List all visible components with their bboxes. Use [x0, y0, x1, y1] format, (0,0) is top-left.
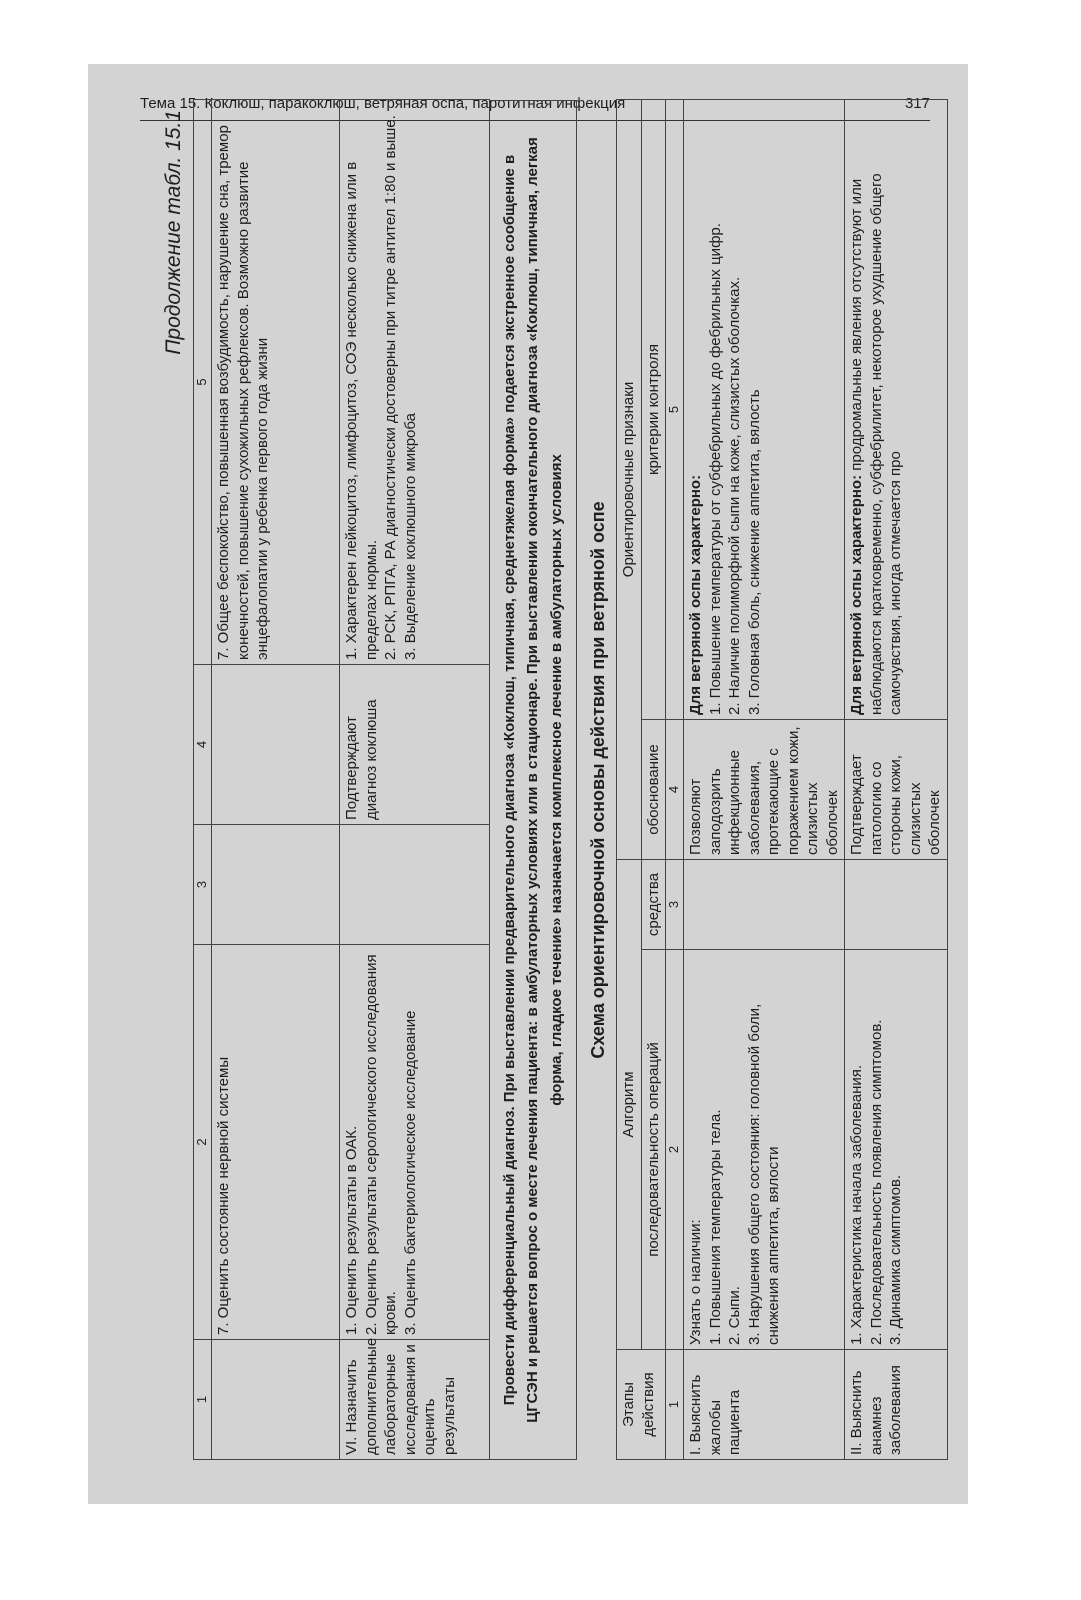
- cell: Позволяют заподозрить инфекционные заболевания, протекающие с поражением кожи, слизистых оболочек: [684, 720, 845, 860]
- cell: [684, 950, 845, 1350]
- cell: [340, 100, 490, 665]
- col-number: 5: [194, 100, 212, 665]
- list-item: 3. Нарушения общего состояния: головной боли, снижения аппетита, вялости: [745, 1003, 783, 1345]
- cell: [845, 99, 948, 719]
- running-title: Тема 15. Коклюш, паракоклюш, ветряная оспа, паротитная инфекция: [140, 95, 626, 112]
- header-landmarks: Ориентировочные признаки: [617, 99, 642, 859]
- cell: [845, 860, 948, 950]
- diagnosis-note: Провести дифференциальный диагноз. При выставлении предварительного диагноза «Коклюш, типичная, среднетяжелая форма» подается экстренное сообщение в ЦГСЭН и решается вопрос о месте лечения пациента: в амбулаторных условиях или в стационаре. При выставлении окончательного диагноза «Коклюш, типичная, легкая форма, гладкое течение» назначается комплексное лечение в амбулаторных условиях: [490, 100, 577, 1460]
- cell: VI. Назначить дополнительные лабораторные исследования и оценить результаты: [340, 1340, 490, 1460]
- list-item: 1. Повышение температуры от субфебрильных до фебрильных цифр.: [706, 223, 724, 715]
- subheader-row: [641, 99, 666, 1459]
- cell: [684, 860, 845, 950]
- cell: I. Выяснить жалобы пациента: [684, 1350, 845, 1460]
- col-number: 2: [194, 945, 212, 1340]
- table-row: [340, 100, 490, 1460]
- cell: [340, 945, 490, 1340]
- col-number: 1: [194, 1340, 212, 1460]
- list-item: 1. Характерен лейкоцитоз, лимфоцитоз, СОЭ несколько снижена или в пределах нормы.: [343, 161, 380, 660]
- scheme-title: Схема ориентировочной основы действия при ветряной оспе: [587, 501, 608, 1059]
- criteria-text: продромальные явления отсутствуют или наблюдаются кратковременно, субфебрилитет, некоторое ухудшение общего самочувствия, иногда отмечается про: [848, 173, 905, 715]
- col-number: 5: [666, 99, 684, 719]
- cell: [212, 1340, 340, 1460]
- list-item: 3. Выделение коклюшного микроба: [401, 413, 419, 660]
- table-15-1-continuation: [193, 99, 490, 1460]
- col-number: 2: [666, 950, 684, 1350]
- col-number: 3: [666, 860, 684, 950]
- col-number: 4: [666, 720, 684, 860]
- table-row: [212, 100, 340, 1460]
- list-item: 2. РСК, РПГА, РА диагностически достоверны при титре антител 1:80 и выше.: [382, 115, 400, 660]
- criteria-lead: Для ветряной оспы характерно:: [687, 474, 705, 715]
- header-algorithm: Алгоритм: [617, 860, 642, 1350]
- list-item: 1. Оценить результаты в ОАК.: [343, 1125, 361, 1335]
- column-number-row: [194, 100, 212, 1460]
- list-item: 3. Головная боль, снижение аппетита, вялость: [745, 389, 763, 715]
- cell: 7. Оценить состояние нервной системы: [212, 945, 340, 1340]
- cell: [684, 99, 845, 719]
- table-row: [684, 99, 845, 1459]
- list-item: 2. Сыпи.: [726, 1286, 744, 1345]
- header-means: средства: [641, 860, 666, 950]
- list-item: 1. Повышения температуры тела.: [706, 1109, 724, 1345]
- header-sequence: последовательность операций: [641, 950, 666, 1350]
- cell: [212, 825, 340, 945]
- column-number-row: [666, 99, 684, 1459]
- chickenpox-scheme-table: [616, 99, 947, 1460]
- header-stages: Этапы действия: [617, 1350, 666, 1460]
- criteria-lead: Для ветряной оспы характерно:: [848, 474, 866, 715]
- header-justification: обоснование: [641, 720, 666, 860]
- list-item: 2. Оценить результаты серологического исследования крови.: [362, 954, 400, 1335]
- table-row: [845, 99, 948, 1459]
- header-criteria: критерии контроля: [641, 99, 666, 719]
- list-item: 1. Характеристика начала заболевания.: [848, 1064, 866, 1345]
- col-number: 3: [194, 825, 212, 945]
- cell: 7. Общее беспокойство, повышенная возбудимость, нарушение сна, тремор конечностей, повышение сухожильных рефлексов. Возможно развитие энцефалопатии у ребенка первого года жизни: [212, 100, 340, 665]
- col-number: 1: [666, 1350, 684, 1460]
- list-item: 3. Динамика симптомов.: [887, 1174, 905, 1345]
- list-item: 2. Последовательность появления симптомов.: [867, 1019, 885, 1345]
- cell: [212, 665, 340, 825]
- header-row: [617, 99, 642, 1459]
- continuation-title: Продолжение табл. 15.1: [162, 110, 185, 355]
- list-item: Узнать о наличии:: [687, 1219, 705, 1345]
- list-item: 3. Оценить бактериологическое исследование: [401, 1010, 419, 1335]
- col-number: 4: [194, 665, 212, 825]
- cell: [340, 825, 490, 945]
- page-number: 317: [904, 95, 930, 112]
- cell: Подтверждают диагноз коклюша: [340, 665, 490, 825]
- cell: Подтверждает патологию со стороны кожи, слизистых оболочек: [845, 720, 948, 860]
- cell: II. Выяснить анамнез заболевания: [845, 1350, 948, 1460]
- rotated-content: [160, 100, 944, 1460]
- cell: [845, 950, 948, 1350]
- list-item: 2. Наличие полиморфной сыпи на коже, слизистых оболочках.: [726, 276, 744, 715]
